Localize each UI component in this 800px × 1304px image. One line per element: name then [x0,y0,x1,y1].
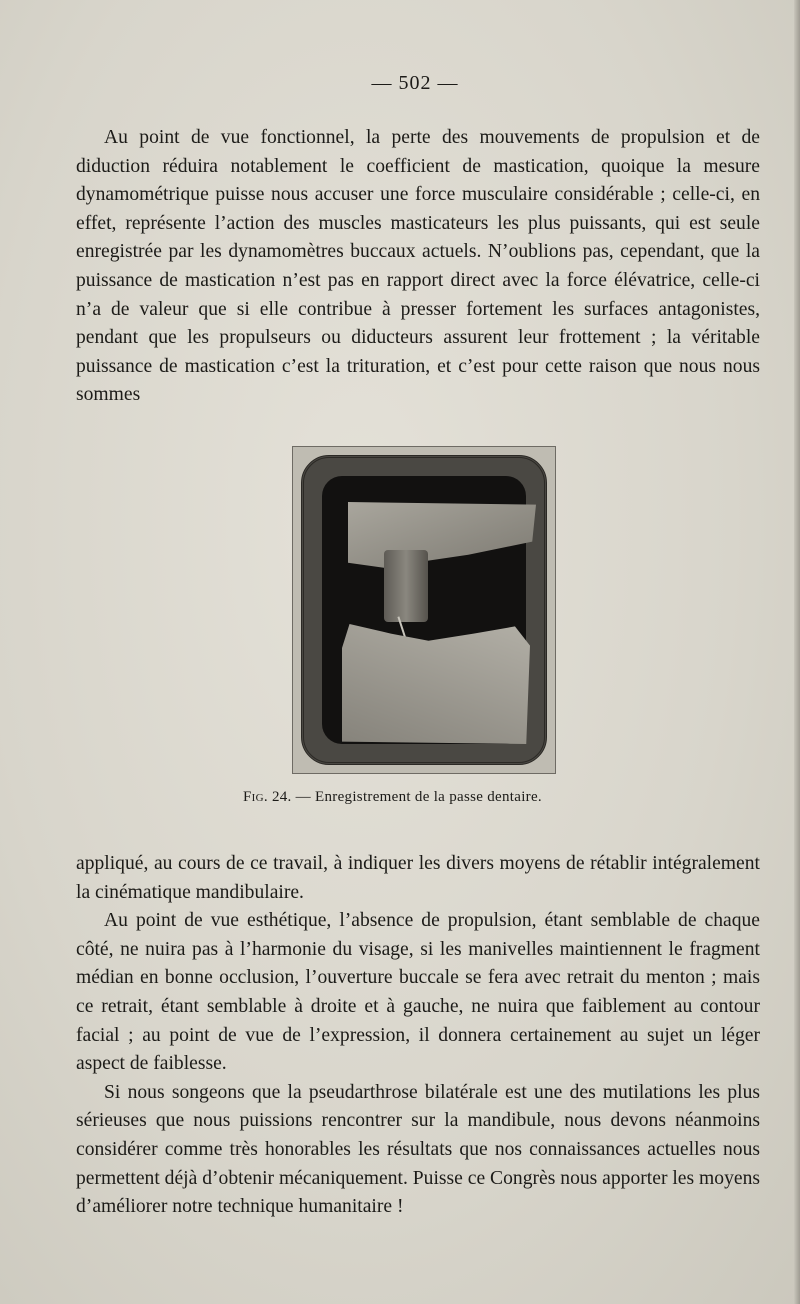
figure-label: Fig. 24. [243,789,292,805]
lower-plaster-block [342,624,530,744]
paragraph-esthetic-view: Au point de vue esthétique, l’absence de propulsion, étant semblable de chaque côté, ne nuira pas à l’harmonie du visage, si les manivelles maintiennent le fragment médian en bonne occlusion, l’ouverture buccale se fera avec retrait du menton ; mais ce retrait, étant semblable à droite et à gauche, ne nuira que faiblement au contour facial ; au point de vue de l’expression, il donnera certainement au sujet un léger aspect de faiblesse. [76,910,760,1075]
figure-caption [243,789,663,806]
photo-rounded-border [301,455,547,765]
page-number: — 502 — [371,72,459,94]
page-edge-shadow [794,0,800,1304]
paragraph-text: Au point de vue fonctionnel, la perte des mouvements de propulsion et de diduction réduira notablement le coefficient de mastication, quoique la mesure dynamométrique puisse nous accuser une force musculaire considérable ; celle-ci, en effet, représente l’action des muscles masticateurs les plus puissants, qui est seule enregistrée par les dynamomètres buccaux actuels. N’oublions pas, cependant, que la puissance de mastication n’est pas en rapport direct avec la force élévatrice, celle-ci n’a de valeur que si elle contribue à presser fortement les surfaces antagonistes, pendant que les propulseurs ou diducteurs assurent leur frottement ; la véritable puissance de mastication c’est la trituration, et c’est pour cette raison que nous nous sommes [76,127,760,406]
paragraph-functional-view [76,124,760,410]
upper-plaster-block [348,502,536,568]
text-after-figure [76,850,760,1222]
figure-24-photograph [292,446,556,774]
paragraph-conclusion: Si nous songeons que la pseudarthrose bilatérale est une des mutilations les plus sérieuses que nous puissions rencontrer sur la mandibule, nous devons néanmoins considérer comme très honorables les résultats que nos connaissances actuelles nous permettent déjà d’obtenir mécaniquement. Puisse ce Congrès nous apporter les moyens d’améliorer notre technique humanitaire ! [76,1081,760,1218]
paragraph-continued: appliqué, au cours de ce travail, à indiquer les divers moyens de rétablir intégralement la cinématique mandibulaire. [76,853,760,903]
photo-dark-background [322,476,526,744]
figure-caption-text: — Enregistrement de la passe dentaire. [295,789,542,805]
recording-stylus [384,550,428,622]
